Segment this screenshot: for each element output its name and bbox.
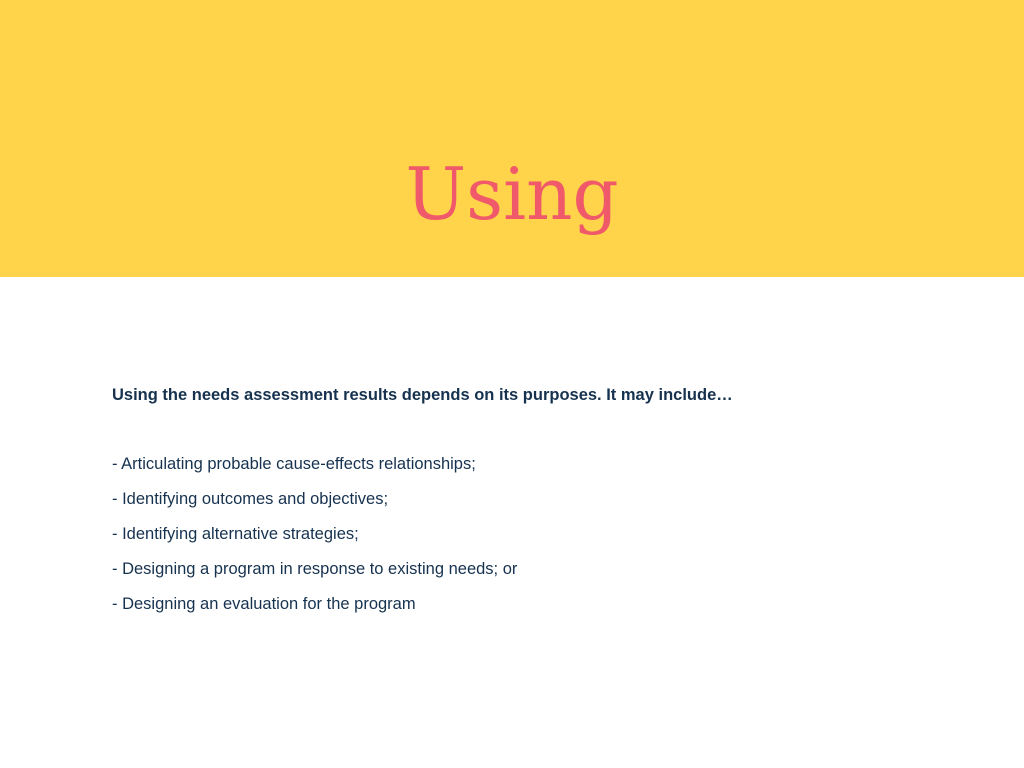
bullet-item: - Identifying alternative strategies; — [112, 525, 359, 543]
bullet-item: - Designing a program in response to existing needs; or — [112, 560, 518, 578]
bullet-item: - Articulating probable cause-effects relationships; — [112, 455, 476, 473]
bullet-item: - Designing an evaluation for the program — [112, 595, 416, 613]
slide-title: Using — [405, 152, 619, 236]
content-area — [112, 383, 932, 627]
bullet-item: - Identifying outcomes and objectives; — [112, 490, 389, 508]
intro-text: Using the needs assessment results depends on its purposes. It may include… — [112, 386, 733, 404]
bullet-list — [112, 452, 932, 616]
